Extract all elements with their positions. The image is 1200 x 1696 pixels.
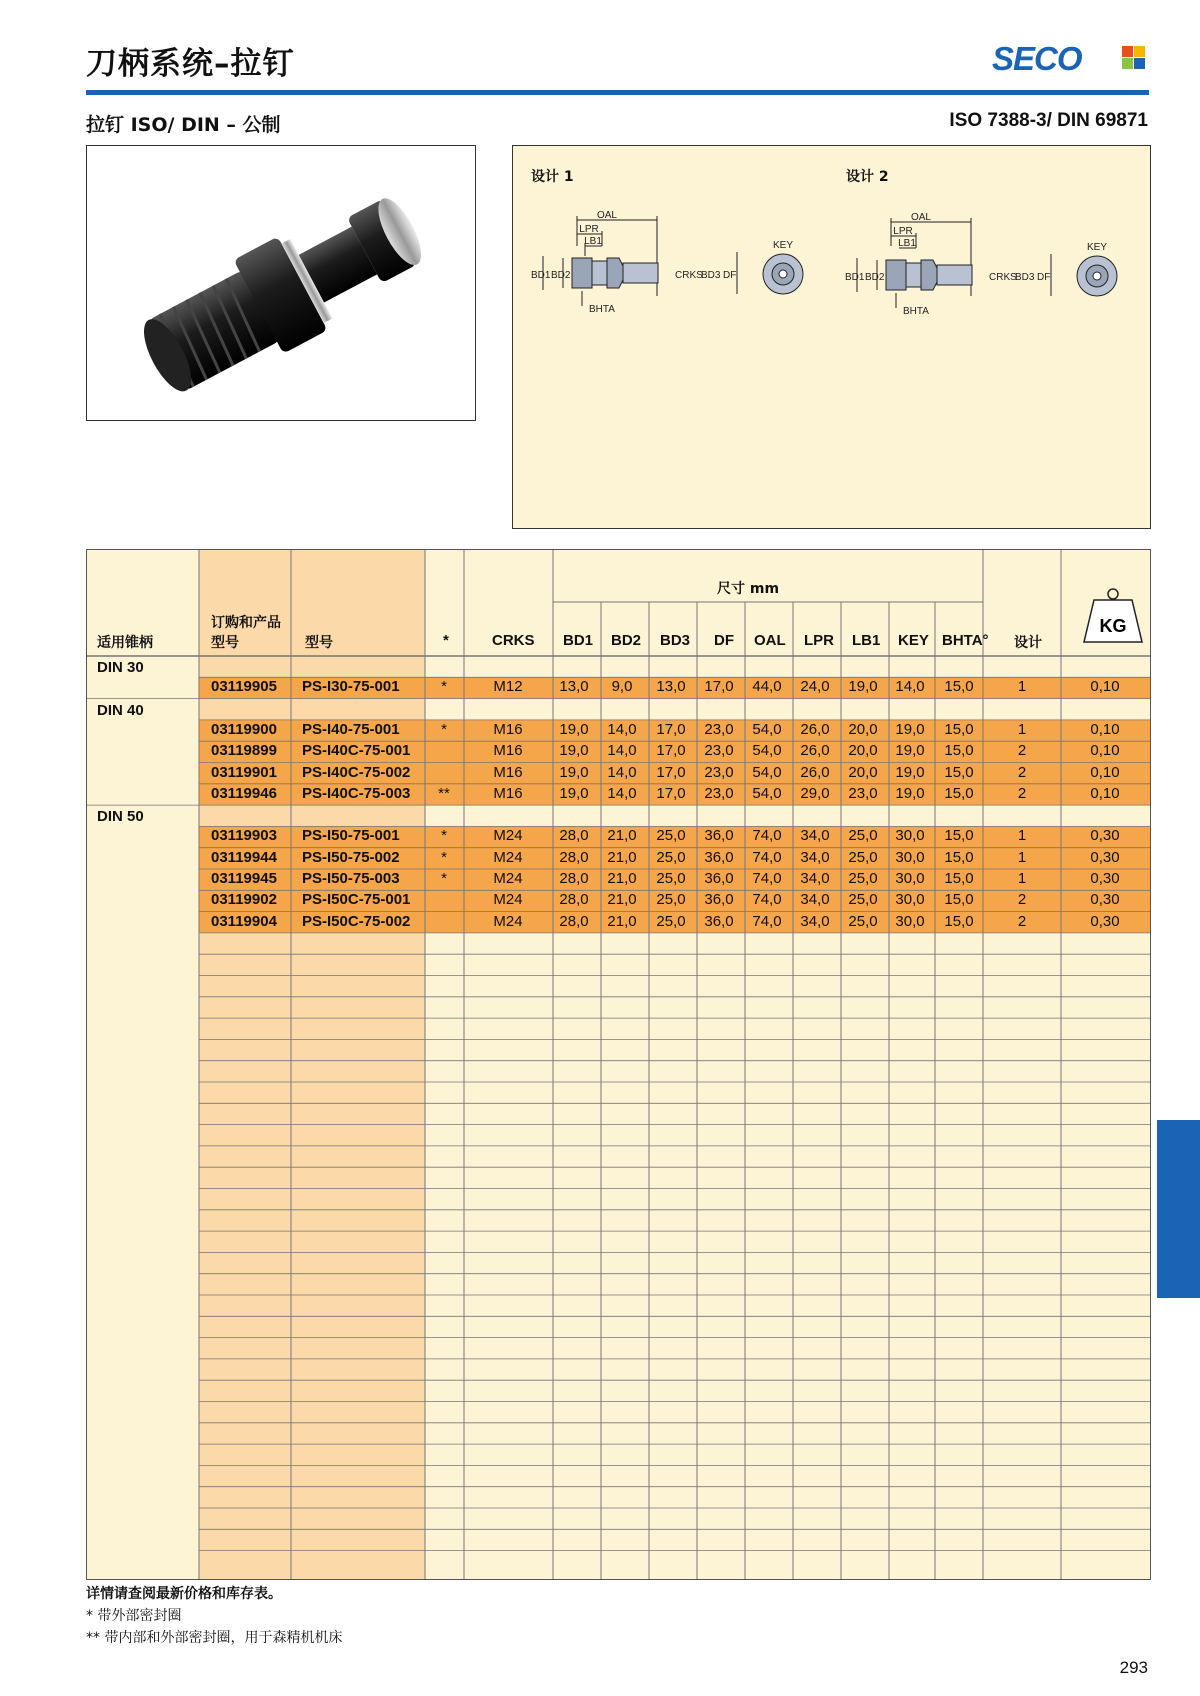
header-dims-group: 尺寸 mm	[717, 581, 780, 597]
cell-df: 17,0	[704, 678, 734, 696]
cell-bhta: 15,0	[944, 763, 974, 781]
logo-square-icon	[1134, 58, 1145, 69]
cell-bhta: 15,0	[944, 912, 974, 930]
df-label: DF	[723, 270, 737, 281]
bd3-label: BD3	[1015, 272, 1035, 283]
cell-bd1: 28,0	[559, 827, 589, 845]
cell-model: PS-I40C-75-003	[302, 784, 411, 802]
cell-lpr: 26,0	[800, 742, 830, 760]
cell-star: *	[441, 720, 447, 738]
cell-kg: 0,30	[1090, 827, 1120, 845]
cell-bd2: 9,0	[611, 678, 633, 696]
oal-label: OAL	[910, 212, 932, 223]
header-lb1: LB1	[852, 632, 881, 649]
cell-key: 30,0	[895, 870, 925, 887]
cell-kg: 0,10	[1090, 720, 1120, 738]
note-double-star: ** 带内部和外部密封圈，用于森精机机床	[86, 1630, 343, 1646]
standard-label: ISO 7388-3/ DIN 69871	[949, 110, 1148, 131]
product-photo	[86, 145, 476, 421]
cell-bd2: 21,0	[607, 912, 637, 930]
cell-order: 03119902	[211, 891, 277, 909]
cell-order: 03119944	[211, 848, 277, 866]
cell-lb1: 25,0	[848, 870, 878, 887]
cell-bhta: 15,0	[944, 827, 974, 845]
cell-bd1: 28,0	[559, 870, 589, 887]
cell-crks: M16	[493, 742, 523, 760]
header-bhta: BHTA°	[942, 632, 989, 649]
weight-icon	[1080, 588, 1146, 644]
cell-design: 2	[1017, 912, 1027, 930]
cell-lb1: 23,0	[848, 784, 878, 802]
cell-order: 03119904	[211, 912, 277, 930]
cell-key: 30,0	[895, 891, 925, 909]
cell-crks: M24	[493, 848, 523, 866]
crks-label: CRKS	[989, 272, 1017, 283]
cell-crks: M16	[493, 784, 523, 802]
cell-bd3: 17,0	[656, 763, 686, 781]
cell-oal: 44,0	[752, 678, 782, 696]
cell-design: 2	[1017, 891, 1027, 909]
cell-oal: 74,0	[752, 891, 782, 909]
cell-lb1: 19,0	[848, 678, 878, 696]
cell-key: 19,0	[895, 720, 925, 738]
header-crks: CRKS	[492, 632, 535, 649]
cell-key: 19,0	[895, 784, 925, 802]
cell-df: 23,0	[704, 720, 734, 738]
cell-bd3: 25,0	[656, 827, 686, 845]
cell-crks: M24	[493, 891, 523, 909]
cell-crks: M24	[493, 912, 523, 930]
design-1-label: 设计 1	[531, 169, 574, 185]
logo-square-icon	[1134, 46, 1145, 57]
shank-group-label: DIN 30	[97, 659, 144, 676]
cell-bd2: 14,0	[607, 763, 637, 781]
header-order-line2: 型号	[211, 635, 239, 651]
lpr-label: LPR	[579, 224, 599, 235]
table-grid	[87, 550, 1150, 1579]
cell-bd2: 21,0	[607, 891, 637, 909]
cell-oal: 74,0	[752, 870, 782, 887]
cell-crks: M12	[493, 678, 523, 696]
cell-key: 19,0	[895, 742, 925, 760]
cell-crks: M16	[493, 763, 523, 781]
cell-df: 36,0	[704, 912, 734, 930]
cell-kg: 0,10	[1090, 742, 1120, 760]
cell-star: *	[441, 848, 447, 866]
cell-star: *	[441, 870, 447, 887]
highlight-column-band	[199, 550, 425, 1579]
cell-bd1: 19,0	[559, 784, 589, 802]
bd1-label: BD1	[531, 270, 551, 281]
cell-bd3: 17,0	[656, 784, 686, 802]
cell-order: 03119901	[211, 763, 277, 781]
cell-bd2: 21,0	[607, 870, 637, 887]
header-key: KEY	[898, 632, 929, 649]
bd3-label: BD3	[701, 270, 721, 281]
cell-model: PS-I40C-75-002	[302, 763, 411, 781]
cell-bd1: 13,0	[559, 678, 589, 696]
cell-bd3: 25,0	[656, 848, 686, 866]
cell-lb1: 20,0	[848, 763, 878, 781]
cell-lb1: 25,0	[848, 912, 878, 930]
cell-star: *	[441, 678, 447, 696]
cell-bd1: 19,0	[559, 742, 589, 760]
cell-df: 36,0	[704, 827, 734, 845]
header-design: 设计	[1014, 635, 1042, 651]
cell-lb1: 20,0	[848, 720, 878, 738]
note-single-star: * 带外部密封圈	[86, 1608, 182, 1624]
cell-kg: 0,30	[1090, 848, 1120, 866]
cell-df: 23,0	[704, 763, 734, 781]
shank-group-label: DIN 50	[97, 808, 144, 826]
cell-df: 23,0	[704, 784, 734, 802]
lb1-label: LB1	[898, 238, 916, 249]
cell-lpr: 34,0	[800, 827, 830, 845]
note-price: 详情请查阅最新价格和库存表。	[86, 1586, 282, 1602]
cell-model: PS-I50-75-001	[302, 827, 400, 845]
design-2-label: 设计 2	[846, 169, 889, 185]
cell-design: 1	[1017, 678, 1027, 696]
bd2-label: BD2	[551, 270, 571, 281]
cell-order: 03119946	[211, 784, 277, 802]
header-bd3: BD3	[660, 632, 691, 649]
cell-lb1: 25,0	[848, 848, 878, 866]
page-number: 293	[1119, 1658, 1148, 1677]
cell-model: PS-I40-75-001	[302, 720, 400, 738]
cell-order: 03119905	[211, 678, 277, 696]
cell-lpr: 34,0	[800, 912, 830, 930]
key-label: KEY	[773, 240, 794, 251]
cell-lpr: 24,0	[800, 678, 830, 696]
section-subtitle: 拉钉 ISO/ DIN – 公制	[86, 114, 281, 136]
cell-kg: 0,10	[1090, 763, 1120, 781]
header-df: DF	[714, 632, 734, 649]
footnotes	[86, 1583, 342, 1649]
lb1-label: LB1	[584, 236, 602, 247]
cell-bhta: 15,0	[944, 678, 974, 696]
cell-model: PS-I50-75-003	[302, 870, 400, 887]
shank-group-label: DIN 40	[97, 701, 144, 719]
header-lpr: LPR	[804, 632, 834, 649]
cell-oal: 74,0	[752, 827, 782, 845]
header-model: 型号	[305, 635, 333, 651]
cell-lpr: 29,0	[800, 784, 830, 802]
lpr-label: LPR	[893, 226, 913, 237]
cell-order: 03119945	[211, 870, 277, 887]
cell-lpr: 26,0	[800, 720, 830, 738]
cell-crks: M24	[493, 870, 523, 887]
cell-bhta: 15,0	[944, 720, 974, 738]
cell-bhta: 15,0	[944, 742, 974, 760]
cell-oal: 54,0	[752, 742, 782, 760]
cell-bd1: 19,0	[559, 763, 589, 781]
cell-order: 03119900	[211, 720, 277, 738]
weight-label: KG	[1099, 616, 1127, 636]
cell-model: PS-I50-75-002	[302, 848, 400, 866]
cell-lb1: 25,0	[848, 827, 878, 845]
cell-crks: M16	[493, 720, 523, 738]
header-oal: OAL	[754, 632, 786, 649]
cell-lpr: 34,0	[800, 891, 830, 909]
cell-bd3: 25,0	[656, 891, 686, 909]
cell-lpr: 34,0	[800, 848, 830, 866]
cell-bd2: 14,0	[607, 742, 637, 760]
header-bd1: BD1	[563, 632, 594, 649]
cell-bd2: 14,0	[607, 720, 637, 738]
cell-df: 36,0	[704, 848, 734, 866]
cell-bd1: 28,0	[559, 848, 589, 866]
cell-kg: 0,30	[1090, 870, 1120, 887]
cell-design: 1	[1017, 827, 1027, 845]
cell-model: PS-I50C-75-002	[302, 912, 411, 930]
pull-stud-illustration	[87, 146, 475, 420]
crks-label: CRKS	[675, 270, 703, 281]
cell-design: 1	[1017, 848, 1027, 866]
cell-df: 36,0	[704, 891, 734, 909]
cell-oal: 74,0	[752, 912, 782, 930]
cell-lb1: 20,0	[848, 742, 878, 760]
page-title: 刀柄系统–拉钉	[86, 46, 295, 82]
cell-bhta: 15,0	[944, 870, 974, 887]
header-order-line1: 订购和产品	[211, 615, 281, 631]
header-bd2: BD2	[611, 632, 642, 649]
cell-bd3: 17,0	[656, 720, 686, 738]
cell-lpr: 26,0	[800, 763, 830, 781]
cell-bd3: 13,0	[656, 678, 686, 696]
section-tab	[1157, 1120, 1200, 1298]
cell-model: PS-I40C-75-001	[302, 742, 411, 760]
bd1-label: BD1	[845, 272, 865, 283]
cell-model: PS-I30-75-001	[302, 678, 400, 696]
cell-kg: 0,30	[1090, 891, 1120, 909]
bhta-label: BHTA	[903, 306, 929, 317]
cell-bd2: 21,0	[607, 827, 637, 845]
cell-bd1: 28,0	[559, 912, 589, 930]
cell-star: *	[441, 827, 447, 845]
cell-bd2: 14,0	[607, 784, 637, 802]
cell-kg: 0,10	[1090, 678, 1120, 696]
cell-design: 1	[1017, 870, 1027, 887]
header-star: *	[443, 632, 449, 649]
cell-oal: 54,0	[752, 720, 782, 738]
logo-square-icon	[1122, 46, 1133, 57]
design-2-drawing	[841, 206, 1141, 326]
cell-lb1: 25,0	[848, 891, 878, 909]
cell-key: 19,0	[895, 763, 925, 781]
cell-bhta: 15,0	[944, 891, 974, 909]
cell-bd3: 25,0	[656, 870, 686, 887]
cell-bhta: 15,0	[944, 784, 974, 802]
cell-order: 03119903	[211, 827, 277, 845]
logo-text: SECO	[992, 40, 1082, 77]
cell-bd2: 21,0	[607, 848, 637, 866]
cell-key: 14,0	[895, 678, 925, 696]
design-1-drawing	[527, 206, 827, 326]
cell-df: 36,0	[704, 870, 734, 887]
cell-key: 30,0	[895, 848, 925, 866]
cell-key: 30,0	[895, 827, 925, 845]
cell-kg: 0,10	[1090, 784, 1120, 802]
product-table	[86, 549, 1151, 1580]
cell-kg: 0,30	[1090, 912, 1120, 930]
cell-star: **	[438, 784, 450, 802]
cell-bd1: 28,0	[559, 891, 589, 909]
cell-order: 03119899	[211, 742, 277, 760]
cell-oal: 54,0	[752, 784, 782, 802]
logo-square-icon	[1122, 58, 1133, 69]
cell-bhta: 15,0	[944, 848, 974, 866]
bhta-label: BHTA	[589, 304, 615, 315]
cell-oal: 74,0	[752, 848, 782, 866]
key-label: KEY	[1087, 242, 1108, 253]
cell-bd1: 19,0	[559, 720, 589, 738]
header-rule	[86, 90, 1149, 95]
dimension-diagram-panel	[512, 145, 1151, 529]
cell-model: PS-I50C-75-001	[302, 891, 411, 909]
bd2-label: BD2	[865, 272, 885, 283]
cell-design: 2	[1017, 784, 1027, 802]
cell-design: 2	[1017, 742, 1027, 760]
cell-df: 23,0	[704, 742, 734, 760]
cell-bd3: 25,0	[656, 912, 686, 930]
oal-label: OAL	[596, 210, 618, 221]
header-shank: 适用锥柄	[97, 635, 153, 651]
df-label: DF	[1037, 272, 1051, 283]
cell-design: 2	[1017, 763, 1027, 781]
cell-design: 1	[1017, 720, 1027, 738]
cell-crks: M24	[493, 827, 523, 845]
cell-key: 30,0	[895, 912, 925, 930]
cell-lpr: 34,0	[800, 870, 830, 887]
seco-logo	[992, 40, 1147, 78]
cell-bd3: 17,0	[656, 742, 686, 760]
cell-oal: 54,0	[752, 763, 782, 781]
